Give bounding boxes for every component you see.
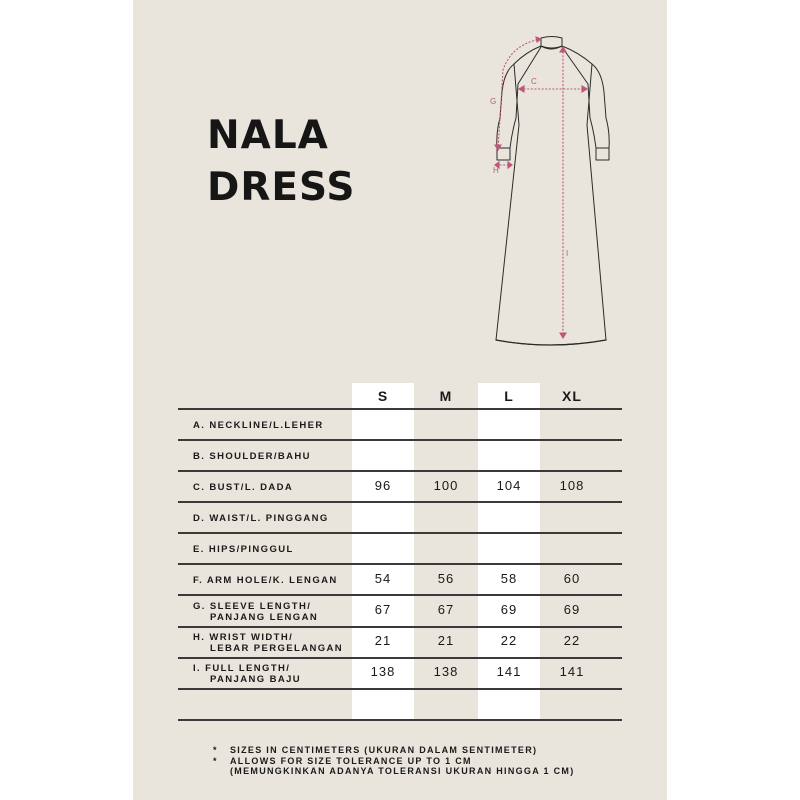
footnotes	[213, 745, 575, 777]
value-sleeve-m: 67	[437, 602, 455, 617]
value-arm-hole-xl: 60	[563, 571, 581, 586]
value-wrist-l: 22	[500, 633, 518, 648]
row-label-shoulder: B. SHOULDER/BAHU	[193, 451, 311, 462]
product-title	[207, 110, 355, 214]
table-rule	[178, 501, 622, 503]
size-header-l: L	[504, 388, 514, 404]
value-arm-hole-m: 56	[437, 571, 455, 586]
value-bust-xl: 108	[559, 478, 585, 493]
value-bust-s: 96	[374, 478, 392, 493]
dress-illustration	[470, 25, 640, 355]
table-rule	[178, 626, 622, 628]
size-header-m: M	[439, 388, 453, 404]
row-label-waist: D. WAIST/L. PINGGANG	[193, 513, 329, 524]
value-sleeve-s: 67	[374, 602, 392, 617]
value-arm-hole-s: 54	[374, 571, 392, 586]
value-sleeve-xl: 69	[563, 602, 581, 617]
table-rule	[178, 439, 622, 441]
footnote-1: * SIZES IN CENTIMETERS (UKURAN DALAM SENTIMETER)	[213, 745, 538, 755]
table-rule	[178, 594, 622, 596]
body-outline	[496, 46, 606, 345]
bust-arrowhead-right	[582, 86, 587, 92]
value-full-length-l: 141	[496, 664, 522, 679]
right-cuff	[596, 148, 609, 160]
row-label-full-length: I. FULL LENGTH/ PANJANG BAJU	[193, 663, 302, 685]
sleeve-arrowhead-top	[536, 37, 541, 42]
bust-arrowhead-left	[519, 86, 524, 92]
left-cuff	[497, 148, 510, 160]
label-h: H	[493, 166, 499, 175]
size-header-s: S	[377, 388, 389, 404]
table-rule	[178, 532, 622, 534]
table-rule	[178, 563, 622, 565]
value-full-length-m: 138	[433, 664, 459, 679]
table-rule	[178, 657, 622, 659]
title-line-2: DRESS	[207, 165, 356, 210]
table-rule	[178, 719, 622, 721]
size-header-xl: XL	[562, 388, 582, 404]
value-bust-l: 104	[496, 478, 522, 493]
label-c: C	[531, 77, 537, 86]
table-rule	[178, 688, 622, 690]
left-raglan-seam	[518, 47, 541, 84]
footnote-2: * ALLOWS FOR SIZE TOLERANCE UP TO 1 CM	[213, 755, 472, 766]
value-wrist-xl: 22	[563, 633, 581, 648]
value-arm-hole-l: 58	[500, 571, 518, 586]
value-sleeve-l: 69	[500, 602, 518, 617]
hem-line	[496, 340, 606, 345]
row-label-sleeve-length: G. SLEEVE LENGTH/ PANJANG LENGAN	[193, 601, 319, 623]
label-g: G	[490, 97, 497, 106]
table-rule	[178, 470, 622, 472]
row-label-neckline: A. NECKLINE/L.LEHER	[193, 420, 324, 431]
sleeve-arrowhead-bottom	[495, 145, 501, 150]
row-label-hips: E. HIPS/PINGGUL	[193, 544, 294, 555]
wrist-arrowhead-right	[508, 162, 512, 168]
row-label-bust: C. BUST/L. DADA	[193, 482, 294, 493]
value-full-length-xl: 141	[559, 664, 585, 679]
row-label-arm-hole: F. ARM HOLE/K. LENGAN	[193, 575, 338, 586]
value-wrist-s: 21	[374, 633, 392, 648]
value-bust-m: 100	[433, 478, 459, 493]
label-i: I	[566, 249, 569, 258]
value-full-length-s: 138	[370, 664, 396, 679]
length-arrowhead-bottom	[560, 333, 566, 338]
row-label-wrist-width: H. WRIST WIDTH/ LEBAR PERGELANGAN	[193, 632, 344, 654]
sleeve-length-arrow	[498, 39, 541, 150]
value-wrist-m: 21	[437, 633, 455, 648]
collar-outline	[541, 37, 562, 49]
footnote-2-continued: (MEMUNGKINKAN ADANYA TOLERANSI UKURAN HINGGA 1 CM)	[230, 766, 575, 776]
title-line-1: NALA	[207, 113, 329, 158]
table-rule	[178, 408, 622, 410]
